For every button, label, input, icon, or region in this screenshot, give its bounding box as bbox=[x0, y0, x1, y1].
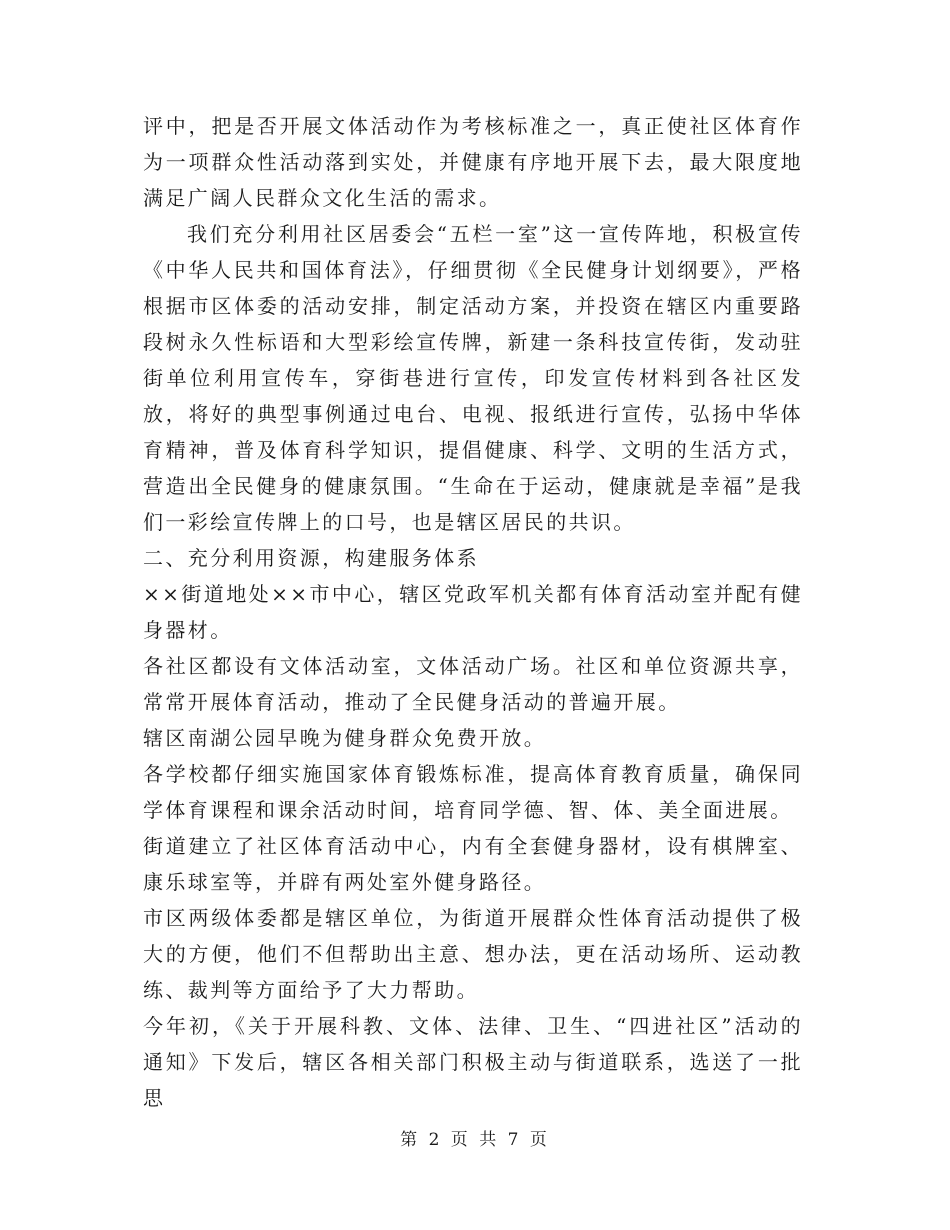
paragraph-schools: 各学校都仔细实施国家体育锻炼标准，提高体育教育质量，确保同学体育课程和课余活动时间，培育同学德、智、体、美全面进展。 bbox=[143, 762, 803, 822]
paragraph-park: 辖区南湖公园早晚为健身群众免费开放。 bbox=[143, 726, 547, 750]
paragraph-location: ××街道地处××市中心，辖区党政军机关都有体育活动室并配有健身器材。 bbox=[143, 582, 803, 642]
paragraph-notice: 今年初，《关于开展科教、文体、法律、卫生、“四进社区”活动的通知》下发后，辖区各相关部门积极主动与街道联系，选送了一批思 bbox=[143, 1014, 803, 1110]
paragraph-continuation: 评中，把是否开展文体活动作为考核标准之一，真正使社区体育作为一项群众性活动落到实处，并健康有序地开展下去，最大限度地满足广阔人民群众文化生活的需求。 bbox=[143, 114, 803, 210]
paragraph-activity-center: 街道建立了社区体育活动中心，内有全套健身器材，设有棋牌室、康乐球室等，并辟有两处室外健身路径。 bbox=[143, 834, 803, 894]
page-number-footer: 第 2 页 共 7 页 bbox=[400, 1130, 550, 1150]
paragraph-sports-committee: 市区两级体委都是辖区单位，为街道开展群众性体育活动提供了极大的方便，他们不但帮助出主意、想办法，更在活动场所、运动教练、裁判等方面给予了大力帮助。 bbox=[143, 906, 803, 1002]
document-body bbox=[143, 108, 803, 1116]
section-heading: 二、充分利用资源，构建服务体系 bbox=[143, 546, 479, 570]
paragraph-publicity: 我们充分利用社区居委会“五栏一室”这一宣传阵地，积极宣传《中华人民共和国体育法》，仔细贯彻《全民健身计划纲要》，严格根据市区体委的活动安排，制定活动方案，并投资在辖区内重要路段树永久性标语和大型彩绘宣传牌，新建一条科技宣传街，发动驻街单位利用宣传车，穿街巷进行宣传，印发宣传材料到各社区发放，将好的典型事例通过电台、电视、报纸进行宣传，弘扬中华体育精神，普及体育科学知识，提倡健康、科学、文明的生活方式，营造出全民健身的健康氛围。“生命在于运动，健康就是幸福”是我们一彩绘宣传牌上的口号，也是辖区居民的共识。 bbox=[143, 222, 803, 534]
paragraph-communities: 各社区都设有文体活动室，文体活动广场。社区和单位资源共享，常常开展体育活动，推动了全民健身活动的普遍开展。 bbox=[143, 654, 803, 714]
